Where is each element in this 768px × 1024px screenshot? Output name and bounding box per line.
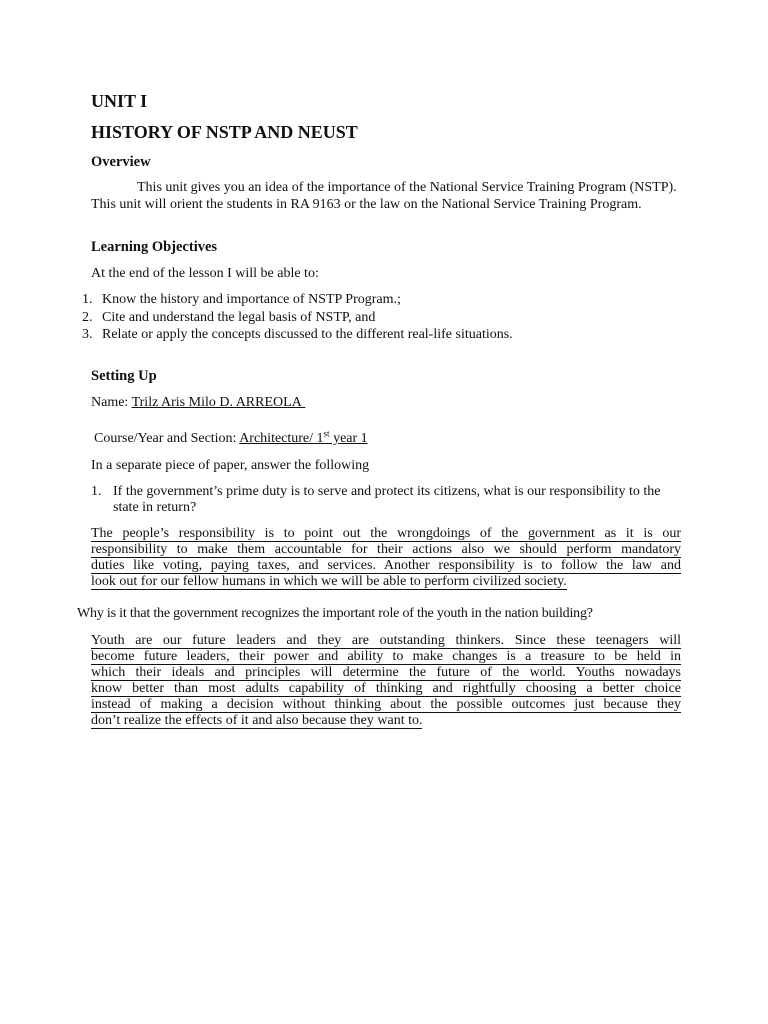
answer-line: [91, 574, 681, 589]
answer-line: Youth are our future leaders and they are outstanding thinkers. Since these teenagers will: [91, 633, 681, 648]
page-title: HISTORY OF NSTP AND NEUST: [91, 122, 358, 142]
course-value-year: year 1: [329, 431, 368, 446]
setting-up-heading: Setting Up: [91, 368, 157, 384]
course-value-main: Architecture/ 1: [239, 431, 324, 446]
objective-text: Cite and understand the legal basis of NSTP, and: [102, 309, 376, 325]
objective-item: [82, 291, 513, 309]
answer-line: responsibility to make them accountable for their actions also we should perform mandatory: [91, 542, 681, 557]
objective-number: 1.: [82, 292, 93, 307]
objectives-heading: Learning Objectives: [91, 239, 218, 255]
course-label: Course/Year and Section:: [94, 431, 240, 446]
course-value-sup: st: [323, 428, 330, 439]
overview-paragraph: This unit gives you an idea of the importance of the National Service Training Program (NSTP). This unit will orient the students in RA 9163 or the law on the National Service Training Program.: [91, 180, 677, 212]
objective-text: Relate or apply the concepts discussed to the different real-life situations.: [102, 327, 513, 342]
answer-line: instead of making a decision without thinking about the possible outcomes just because they: [91, 697, 681, 712]
question-number: 1.: [91, 484, 102, 499]
answer-line: The people’s responsibility is to point out the wrongdoings of the government as it is our: [91, 526, 681, 541]
name-label: Name:: [91, 395, 132, 410]
objective-number: 3.: [82, 327, 93, 342]
question-2: Why is it that the government recognizes the important role of the youth in the nation building?: [77, 606, 593, 621]
answer-line-text: look out for our fellow humans in which we will be able to perform civilized society.: [91, 574, 567, 589]
overview-heading: Overview: [91, 154, 151, 170]
objective-item: [82, 326, 513, 344]
answer-line: know better than most adults capability of thinking and rightfully choosing a better choice: [91, 681, 681, 696]
answer-line: which their ideals and principles will determine the future of the world. Youths nowadays: [91, 665, 681, 680]
objective-text: Know the history and importance of NSTP Program.;: [102, 292, 401, 307]
instruction-text: In a separate piece of paper, answer the following: [91, 458, 370, 473]
name-value: Trilz Aris Milo D. ARREOLA: [131, 395, 302, 410]
objectives-list: [82, 291, 513, 344]
question-text: If the government’s prime duty is to serve and protect its citizens, what is our responsibility to the state in return?: [113, 484, 661, 515]
objective-item: [82, 309, 513, 327]
answer-1: [91, 526, 681, 589]
name-line: [91, 394, 305, 411]
unit-heading: UNIT I: [91, 91, 148, 111]
answer-2: [91, 633, 681, 728]
answer-line: become future leaders, their power and ability to make changes is a treasure to be held in: [91, 649, 681, 664]
answer-line: [91, 713, 681, 728]
answer-line: duties like voting, paying taxes, and services. Another responsibility is to follow the law and: [91, 558, 681, 573]
objective-number: 2.: [82, 309, 93, 325]
course-line: [94, 430, 368, 447]
course-value: [239, 428, 368, 446]
objectives-intro: At the end of the lesson I will be able to:: [91, 266, 319, 281]
answer-line-text: don’t realize the effects of it and also because they want to.: [91, 713, 423, 728]
